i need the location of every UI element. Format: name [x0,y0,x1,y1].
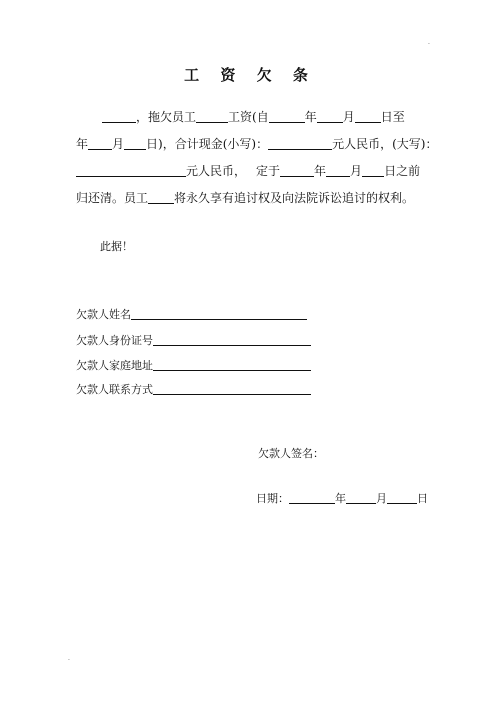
body-line-1 [76,104,446,131]
repay-year-blank[interactable] [280,162,314,177]
debtor-name-label: 欠款人姓名 [76,308,131,321]
date-day-blank[interactable] [387,491,417,504]
body-text: 年 [76,137,89,151]
debtor-contact-row [76,381,311,397]
debtor-contact-field[interactable] [153,382,311,395]
amount-words-blank[interactable] [76,162,186,177]
body-text: 日)，合计现金(小写)： [146,137,269,151]
body-line-3 [76,158,446,185]
date-label: 日期： [256,492,289,505]
body-line-2 [76,131,446,158]
corner-dot-mark: . [428,39,430,46]
body-text: 年 [314,164,327,178]
date-year-text: 年 [335,492,346,505]
page-title: 工 资 欠 条 [184,66,316,84]
body-text: 工资(自 [228,110,269,124]
debtor-address-row [76,357,311,373]
start-day-blank[interactable] [355,108,381,123]
date-row [256,490,428,506]
body-text: 定于 [256,164,281,178]
debtor-name-blank[interactable] [102,108,136,123]
body-line-4 [76,185,446,212]
body-text: 月 [342,110,355,124]
debtor-address-field[interactable] [153,358,311,371]
iou-body-paragraph [76,104,446,212]
start-year-blank[interactable] [269,108,305,123]
corner-dot-mark: . [68,655,70,662]
debtor-id-label: 欠款人身份证号 [76,334,153,347]
body-text: 日至 [380,110,405,124]
date-month-text: 月 [376,492,387,505]
debtor-id-field[interactable] [153,333,311,346]
date-month-blank[interactable] [346,491,376,504]
signature-label: 欠款人签名： [258,447,324,460]
debtor-address-label: 欠款人家庭地址 [76,359,153,372]
start-month-blank[interactable] [317,108,343,123]
body-text: 日之前 [384,164,421,178]
amount-figures-blank[interactable] [268,135,332,150]
closing-statement: 此据！ [100,240,133,253]
debtor-name-field[interactable] [131,307,307,320]
date-day-text: 日 [417,492,428,505]
debtor-contact-label: 欠款人联系方式 [76,383,153,396]
body-text: ，拖欠员工 [136,110,197,124]
debtor-name-row [76,306,307,322]
end-day-blank[interactable] [124,135,146,150]
body-text: 元人民币，(大写)： [332,137,438,151]
body-text: 将永久享有追讨权及向法院诉讼追讨的权利。 [174,191,415,205]
body-text: 年 [304,110,317,124]
employee-rights-blank[interactable] [148,189,174,204]
body-text: 归还清。员工 [76,191,149,205]
date-year-blank[interactable] [289,491,335,504]
employee-name-blank[interactable] [196,108,228,123]
repay-month-blank[interactable] [326,162,350,177]
body-text: 元人民币， [186,164,247,178]
end-month-blank[interactable] [88,135,112,150]
body-text: 月 [112,137,125,151]
body-text: 月 [350,164,363,178]
repay-day-blank[interactable] [362,162,384,177]
debtor-id-row [76,332,311,348]
